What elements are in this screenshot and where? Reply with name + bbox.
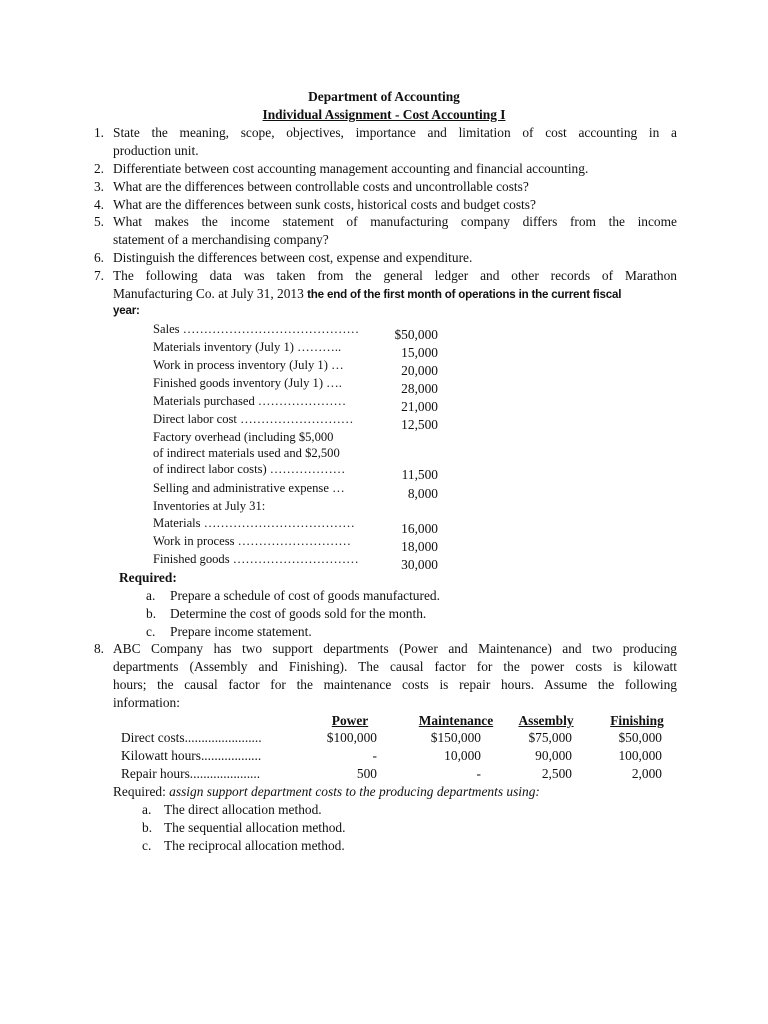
table-header: Assembly bbox=[518, 713, 574, 728]
question-text: departments (Assembly and Finishing). The causal factor for the power costs is kilowatt bbox=[113, 659, 677, 674]
table-row-label: Repair hours..................... bbox=[121, 766, 261, 781]
ledger-value: 15,000 bbox=[401, 345, 438, 360]
required-item: The direct allocation method. bbox=[164, 802, 322, 817]
question-text: information: bbox=[113, 695, 180, 710]
ledger-label: Finished goods ………………………… bbox=[153, 552, 359, 566]
question-text-serif: Manufacturing Co. at July 31, 2013 bbox=[113, 286, 308, 301]
required-item: Prepare a schedule of cost of goods manufactured. bbox=[170, 588, 440, 603]
question-text-sans: the end of the first month of operations in the current fiscal bbox=[307, 288, 622, 301]
table-cell: 100,000 bbox=[618, 748, 662, 763]
table-header: Finishing bbox=[610, 713, 664, 728]
required-letter: b. bbox=[146, 606, 157, 621]
table-cell: - bbox=[372, 748, 377, 763]
question-text bbox=[113, 285, 621, 304]
question-number: 5. bbox=[93, 214, 104, 229]
question-number: 7. bbox=[93, 268, 104, 283]
required-letter: a. bbox=[142, 802, 152, 817]
ledger-value: 28,000 bbox=[401, 381, 438, 396]
question-number: 2. bbox=[93, 161, 104, 176]
ledger-label: Direct labor cost ……………………… bbox=[153, 412, 354, 426]
question-text: year: bbox=[113, 304, 140, 317]
required-item: Prepare income statement. bbox=[170, 624, 312, 639]
question-text: What makes the income statement of manufacturing company differs from the income bbox=[113, 214, 677, 229]
table-cell: 90,000 bbox=[535, 748, 572, 763]
required-letter: a. bbox=[146, 588, 156, 603]
ledger-value: 18,000 bbox=[401, 539, 438, 554]
required-letter: c. bbox=[142, 838, 152, 853]
ledger-label: Work in process inventory (July 1) … bbox=[153, 358, 344, 372]
question-number: 6. bbox=[93, 250, 104, 265]
table-cell: 2,000 bbox=[631, 766, 662, 781]
ledger-value: 20,000 bbox=[401, 363, 438, 378]
question-text: Differentiate between cost accounting management accounting and financial accounting. bbox=[113, 161, 589, 176]
ledger-value: 11,500 bbox=[401, 467, 438, 482]
table-cell: 10,000 bbox=[444, 748, 481, 763]
table-cell: $75,000 bbox=[528, 730, 572, 745]
ledger-label: Materials inventory (July 1) ……….. bbox=[153, 340, 342, 354]
ledger-label: Inventories at July 31: bbox=[153, 499, 266, 513]
table-cell: 2,500 bbox=[541, 766, 572, 781]
ledger-label: Sales …………………………………… bbox=[153, 322, 360, 336]
ledger-label: Selling and administrative expense … bbox=[153, 481, 345, 495]
question-number: 3. bbox=[93, 179, 104, 194]
ledger-value: $50,000 bbox=[394, 327, 438, 342]
table-cell: - bbox=[476, 766, 481, 781]
required-line bbox=[113, 783, 540, 801]
question-number: 4. bbox=[93, 197, 104, 212]
department-title: Department of Accounting bbox=[308, 89, 460, 104]
ledger-label: of indirect materials used and $2,500 bbox=[153, 446, 340, 460]
ledger-label: of indirect labor costs) ……………… bbox=[153, 462, 346, 476]
question-number: 1. bbox=[93, 125, 104, 140]
required-letter: b. bbox=[142, 820, 153, 835]
question-text: What are the differences between sunk costs, historical costs and budget costs? bbox=[113, 197, 536, 212]
ledger-label: Finished goods inventory (July 1) …. bbox=[153, 376, 342, 390]
question-number: 8. bbox=[93, 641, 104, 656]
question-text: The following data was taken from the general ledger and other records of Marathon bbox=[113, 268, 677, 283]
ledger-label: Materials purchased ………………… bbox=[153, 394, 347, 408]
ledger-value: 30,000 bbox=[401, 557, 438, 572]
question-text: Distinguish the differences between cost, expense and expenditure. bbox=[113, 250, 473, 265]
table-cell: 500 bbox=[356, 766, 377, 781]
question-text: hours; the causal factor for the maintenance costs is repair hours. Assume the following bbox=[113, 677, 677, 692]
question-text: What are the differences between controllable costs and uncontrollable costs? bbox=[113, 179, 529, 194]
table-row-label: Direct costs....................... bbox=[121, 730, 262, 745]
question-text: statement of a merchandising company? bbox=[113, 232, 329, 247]
required-item: The reciprocal allocation method. bbox=[164, 838, 345, 853]
table-header: Maintenance bbox=[418, 713, 494, 728]
ledger-label: Factory overhead (including $5,000 bbox=[153, 430, 334, 444]
question-text: production unit. bbox=[113, 143, 199, 158]
table-cell: $150,000 bbox=[430, 730, 481, 745]
question-text: ABC Company has two support departments (Power and Maintenance) and two producing bbox=[113, 641, 677, 656]
table-header: Power bbox=[331, 713, 369, 728]
ledger-label: Materials ……………………………… bbox=[153, 516, 355, 530]
required-item: The sequential allocation method. bbox=[164, 820, 346, 835]
ledger-value: 21,000 bbox=[401, 399, 438, 414]
required-letter: c. bbox=[146, 624, 156, 639]
assignment-title: Individual Assignment - Cost Accounting I bbox=[262, 107, 506, 122]
ledger-value: 16,000 bbox=[401, 521, 438, 536]
table-row-label: Kilowatt hours.................. bbox=[121, 748, 262, 763]
required-item: Determine the cost of goods sold for the month. bbox=[170, 606, 427, 621]
ledger-value: 8,000 bbox=[407, 486, 438, 501]
required-heading: Required: bbox=[119, 570, 177, 585]
ledger-value: 12,500 bbox=[401, 417, 438, 432]
required-prefix: Required: bbox=[113, 784, 170, 799]
required-instruction: assign support department costs to the producing departments using: bbox=[169, 784, 540, 799]
table-cell: $100,000 bbox=[326, 730, 377, 745]
table-cell: $50,000 bbox=[618, 730, 662, 745]
ledger-label: Work in process ……………………… bbox=[153, 534, 352, 548]
question-text: State the meaning, scope, objectives, importance and limitation of cost accounting in a bbox=[113, 125, 677, 140]
